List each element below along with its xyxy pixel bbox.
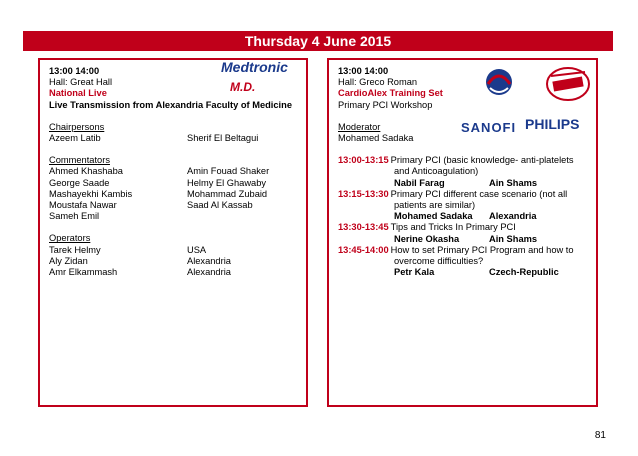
session-time: 13:00 14:00 — [338, 66, 389, 76]
lecture-title-cont: and Anticoagulation) — [394, 166, 479, 177]
lecture-time: 13:00-13:15 — [338, 155, 389, 166]
lecture-item — [338, 189, 592, 200]
chairperson-name: Azeem Latib — [49, 133, 101, 144]
md-logo: M.D. — [230, 80, 256, 94]
chairperson-row — [49, 133, 302, 144]
moderator-name: Mohamed Sadaka — [338, 133, 414, 144]
lecture-speaker-row — [338, 234, 592, 245]
session-subtitle: Primary PCI Workshop — [338, 99, 433, 110]
speaker-place: Czech-Republic — [489, 267, 559, 278]
commentator-name: Moustafa Nawar — [49, 200, 117, 211]
session-card-cardioalex — [327, 58, 598, 407]
operator-location: USA — [187, 244, 207, 255]
commentator-name: Helmy El Ghawaby — [187, 177, 267, 188]
session-card-national-live — [38, 58, 308, 407]
operator-location: Alexandria — [187, 267, 231, 278]
lecture-item — [338, 155, 592, 166]
lecture-title: Primary PCI (basic knowledge- anti-platelets — [390, 155, 574, 166]
commentator-name: Amin Fouad Shaker — [187, 166, 270, 177]
commentator-row — [49, 166, 302, 177]
operator-location: Alexandria — [187, 255, 231, 266]
session-subtitle: Live Transmission from Alexandria Faculty of Medicine — [49, 99, 292, 110]
session-title: National Live — [49, 88, 107, 99]
speaker-name: Petr Kala — [394, 267, 435, 278]
speaker-place: Ain Shams — [489, 233, 538, 244]
session-hall: Hall: Greco Roman — [338, 77, 418, 88]
lecture-title-cont: patients are similar) — [394, 200, 476, 211]
lecture-item — [338, 245, 592, 256]
commentator-row — [49, 178, 302, 189]
lecture-title: Primary PCI different case scenario (not all — [390, 188, 568, 199]
speaker-name: Nerine Okasha — [394, 233, 460, 244]
operators-heading: Operators — [49, 233, 91, 244]
speaker-place: Ain Shams — [489, 177, 538, 188]
commentator-row — [49, 211, 302, 222]
lecture-title: How to set Primary PCI Program and how to — [390, 244, 574, 255]
operator-row — [49, 245, 302, 256]
sanofi-logo: SANOFI — [461, 120, 517, 135]
operator-name: Aly Zidan — [49, 255, 88, 266]
lecture-title: Tips and Tricks In Primary PCI — [390, 222, 516, 233]
moderator-heading: Moderator — [338, 121, 381, 132]
commentator-name: Mohammad Zubaid — [187, 188, 268, 199]
speaker-place: Alexandria — [489, 211, 537, 222]
commentator-row — [49, 189, 302, 200]
lecture-speaker-row — [338, 267, 592, 278]
page-number: 81 — [594, 430, 606, 441]
commentator-row — [49, 200, 302, 211]
lecture-speaker-row — [338, 178, 592, 189]
session-hall: Hall: Great Hall — [49, 77, 113, 88]
operator-name: Amr Elkammash — [49, 267, 118, 278]
session-title: CardioAlex Training Set — [338, 88, 443, 99]
commentator-name: Saad Al Kassab — [187, 200, 253, 211]
date-banner: Thursday 4 June 2015 — [23, 31, 613, 51]
commentator-name: George Saade — [49, 177, 110, 188]
session-time: 13:00 14:00 — [49, 66, 100, 76]
lecture-item — [338, 222, 592, 233]
chairpersons-heading: Chairpersons — [49, 121, 105, 132]
speaker-name: Nabil Farag — [394, 177, 445, 188]
commentator-name: Mashayekhi Kambis — [49, 188, 133, 199]
lecture-title-cont: overcome difficulties? — [394, 256, 484, 267]
lecture-time: 13:45-14:00 — [338, 244, 389, 255]
speaker-name: Mohamed Sadaka — [394, 211, 473, 222]
commentator-name: Ahmed Khashaba — [49, 166, 123, 177]
chairperson-name: Sherif El Beltagui — [187, 133, 259, 144]
lecture-time: 13:30-13:45 — [338, 222, 389, 233]
operator-name: Tarek Helmy — [49, 244, 101, 255]
operator-row — [49, 256, 302, 267]
operator-row — [49, 267, 302, 278]
commentator-name: Sameh Emil — [49, 211, 100, 222]
philips-logo: PHILIPS — [525, 116, 580, 132]
lecture-speaker-row — [338, 211, 592, 222]
commentators-heading: Commentators — [49, 155, 110, 166]
medtronic-logo: Medtronic — [221, 59, 288, 75]
lecture-time: 13:15-13:30 — [338, 188, 389, 199]
